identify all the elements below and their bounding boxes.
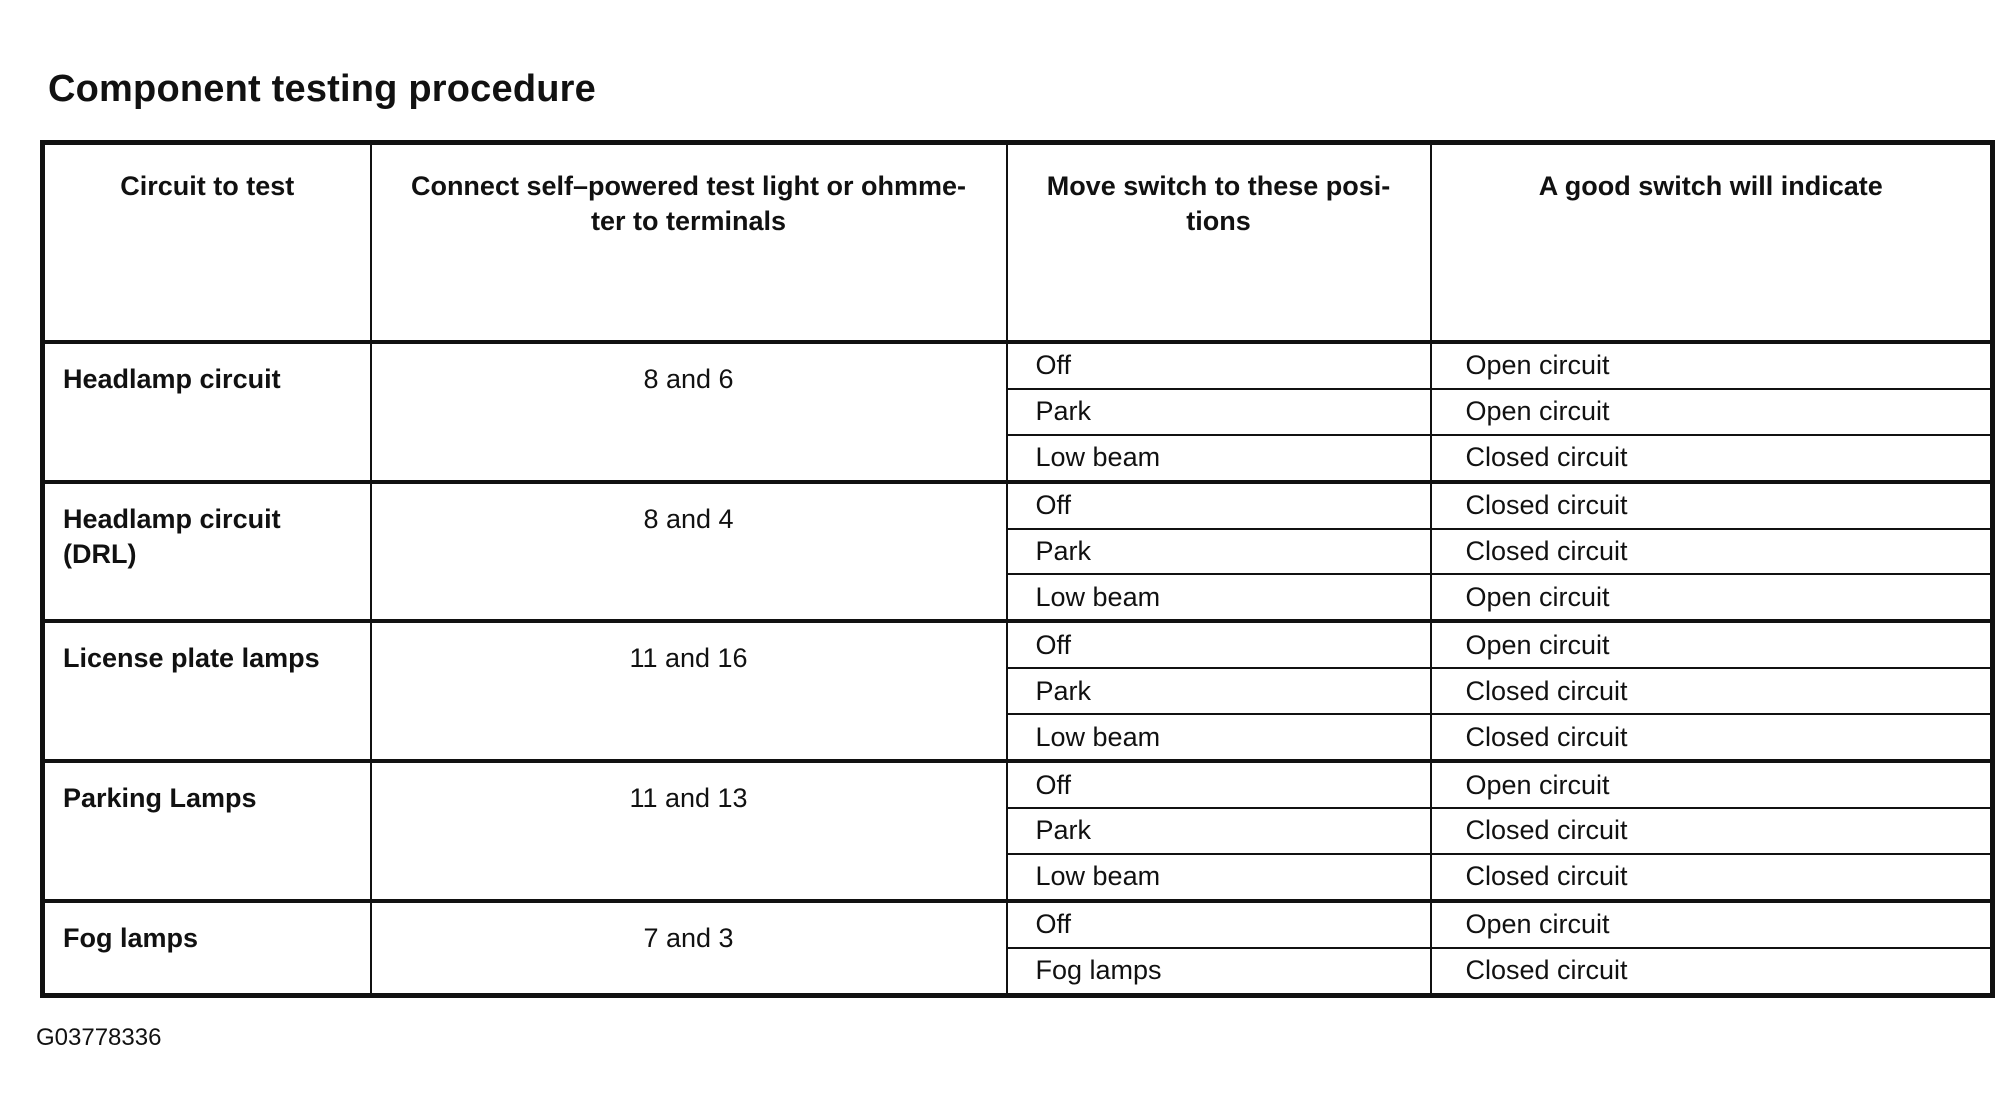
indication-cell: Open circuit [1431, 621, 1993, 668]
table-header-row [43, 143, 1993, 343]
terminals-cell: 11 and 13 [371, 761, 1007, 901]
position-cell: Fog lamps [1007, 948, 1431, 996]
circuit-cell: Parking Lamps [43, 761, 371, 901]
position-cell: Low beam [1007, 854, 1431, 901]
position-cell: Low beam [1007, 714, 1431, 761]
table-row [43, 342, 1993, 389]
table-row [43, 621, 1993, 668]
position-cell: Off [1007, 482, 1431, 529]
indication-cell: Open circuit [1431, 901, 1993, 948]
position-cell: Off [1007, 901, 1431, 948]
table-row [43, 901, 1993, 948]
position-cell: Low beam [1007, 574, 1431, 621]
header-connect: Connect self–powered test light or ohmme-ter to terminals [371, 143, 1007, 343]
indication-cell: Open circuit [1431, 342, 1993, 389]
position-cell: Off [1007, 621, 1431, 668]
indication-cell: Open circuit [1431, 574, 1993, 621]
indication-cell: Open circuit [1431, 761, 1993, 808]
indication-cell: Closed circuit [1431, 668, 1993, 714]
position-cell: Park [1007, 529, 1431, 575]
indication-cell: Open circuit [1431, 389, 1993, 435]
position-cell: Low beam [1007, 435, 1431, 482]
position-cell: Park [1007, 389, 1431, 435]
header-circuit: Circuit to test [43, 143, 371, 343]
indication-cell: Closed circuit [1431, 529, 1993, 575]
figure-id: G03778336 [36, 1024, 162, 1051]
indication-cell: Closed circuit [1431, 854, 1993, 901]
terminals-cell: 7 and 3 [371, 901, 1007, 996]
circuit-cell: License plate lamps [43, 621, 371, 761]
circuit-cell: Headlamp circuit (DRL) [43, 482, 371, 622]
table-row [43, 761, 1993, 808]
indication-cell: Closed circuit [1431, 482, 1993, 529]
position-cell: Off [1007, 761, 1431, 808]
header-move: Move switch to these posi-tions [1007, 143, 1431, 343]
indication-cell: Closed circuit [1431, 808, 1993, 854]
position-cell: Park [1007, 808, 1431, 854]
component-test-table [40, 140, 1995, 998]
indication-cell: Closed circuit [1431, 435, 1993, 482]
circuit-cell: Headlamp circuit [43, 342, 371, 482]
terminals-cell: 8 and 4 [371, 482, 1007, 622]
circuit-cell: Fog lamps [43, 901, 371, 996]
header-indicate: A good switch will indicate [1431, 143, 1993, 343]
terminals-cell: 8 and 6 [371, 342, 1007, 482]
position-cell: Park [1007, 668, 1431, 714]
page-title: Component testing procedure [48, 68, 596, 110]
position-cell: Off [1007, 342, 1431, 389]
table-row [43, 482, 1993, 529]
indication-cell: Closed circuit [1431, 714, 1993, 761]
indication-cell: Closed circuit [1431, 948, 1993, 996]
terminals-cell: 11 and 16 [371, 621, 1007, 761]
